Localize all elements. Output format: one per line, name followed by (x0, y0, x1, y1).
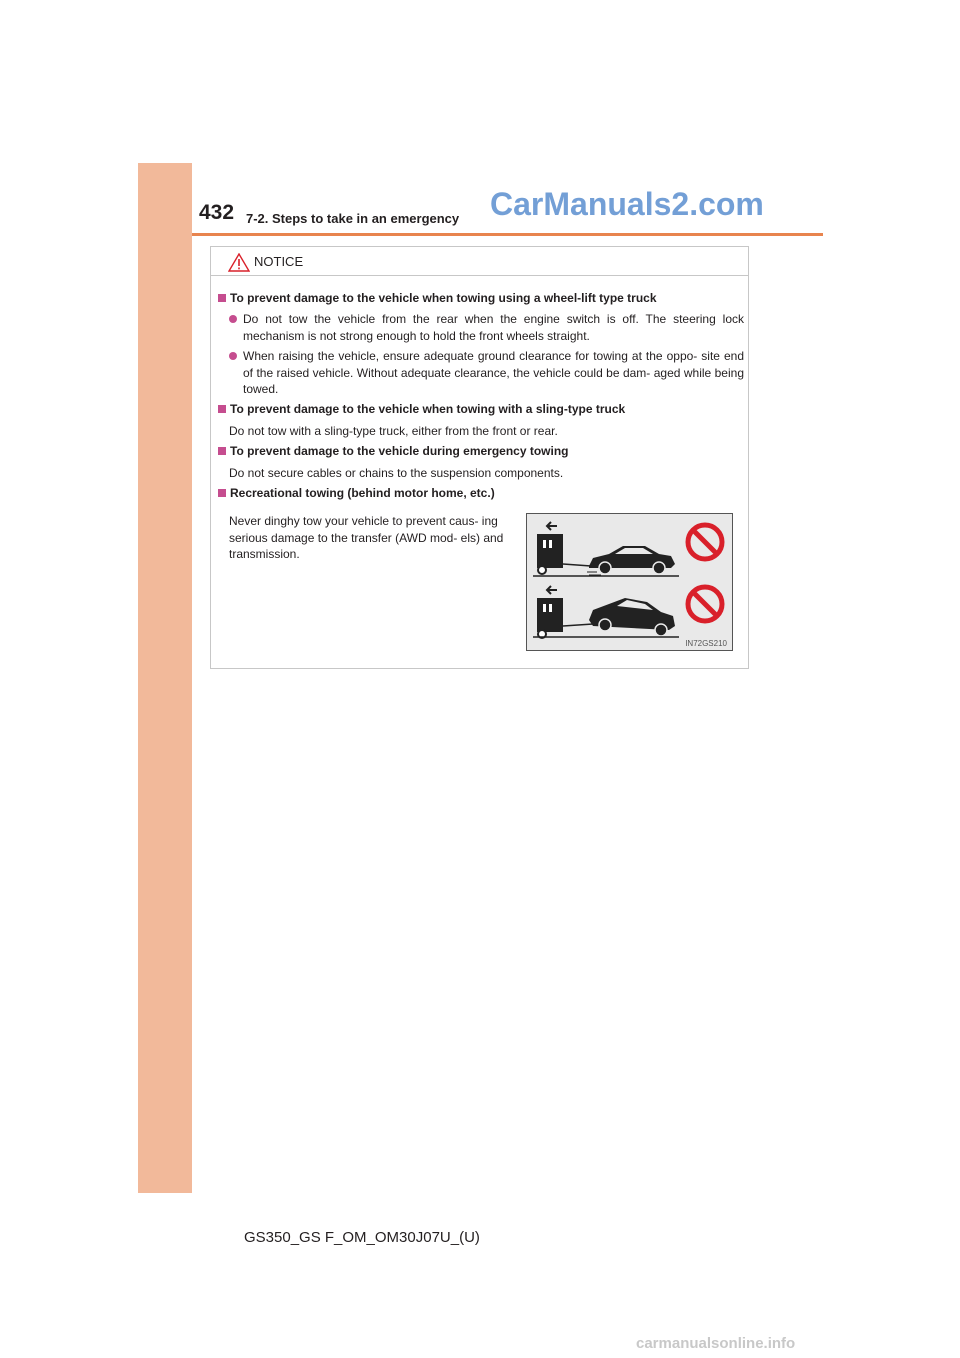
towing-diagram (527, 514, 732, 650)
section-text: Do not tow with a sling-type truck, either from the front or rear. (229, 424, 558, 438)
section-text: Do not secure cables or chains to the suspension components. (229, 466, 564, 480)
warning-triangle-icon (228, 253, 250, 272)
square-bullet-icon (218, 489, 226, 497)
watermark-logo: CarManuals2.com (490, 186, 764, 222)
watermark-footer: carmanualsonline.info (636, 1335, 796, 1352)
section-heading: Recreational towing (behind motor home, etc.) (218, 486, 495, 500)
illustration-code: IN72GS210 (685, 639, 727, 648)
section-heading: To prevent damage to the vehicle during emergency towing (218, 444, 569, 458)
bullet-item: When raising the vehicle, ensure adequate ground clearance for towing at the oppo- site end of the raised vehicle. Without adequate clearance, the vehicle could be dam- aged while being towed. (228, 348, 744, 398)
section-heading: To prevent damage to the vehicle when towing with a sling-type truck (218, 402, 625, 416)
square-bullet-icon (218, 294, 226, 302)
notice-box (210, 246, 749, 669)
square-bullet-icon (218, 447, 226, 455)
section-title: 7-2. Steps to take in an emergency (246, 211, 460, 226)
prohibition-icon (688, 587, 722, 621)
dinghy-tow-scene-1 (533, 522, 679, 576)
notice-header (211, 247, 748, 276)
bullet-item: Do not tow the vehicle from the rear when the engine switch is off. The steering lock mechanism is not strong enough to hold the front wheels straight. (228, 311, 744, 344)
section-text: Never dinghy tow your vehicle to prevent caus- ing serious damage to the transfer (AWD mod- els) and transmission. (229, 514, 504, 561)
prohibition-icon (688, 525, 722, 559)
chapter-sidebar-tab (138, 163, 192, 1193)
square-bullet-icon (218, 405, 226, 413)
round-bullet-icon (229, 352, 237, 360)
document-code: GS350_GS F_OM_OM30J07U_(U) (244, 1229, 480, 1246)
header-rule (192, 233, 823, 236)
notice-label: NOTICE (254, 254, 304, 269)
round-bullet-icon (229, 315, 237, 323)
page-number: 432 (199, 201, 235, 224)
dinghy-tow-scene-2 (533, 586, 679, 638)
section-heading: To prevent damage to the vehicle when towing using a wheel-lift type truck (218, 291, 657, 305)
towing-prohibited-illustration (526, 513, 733, 651)
